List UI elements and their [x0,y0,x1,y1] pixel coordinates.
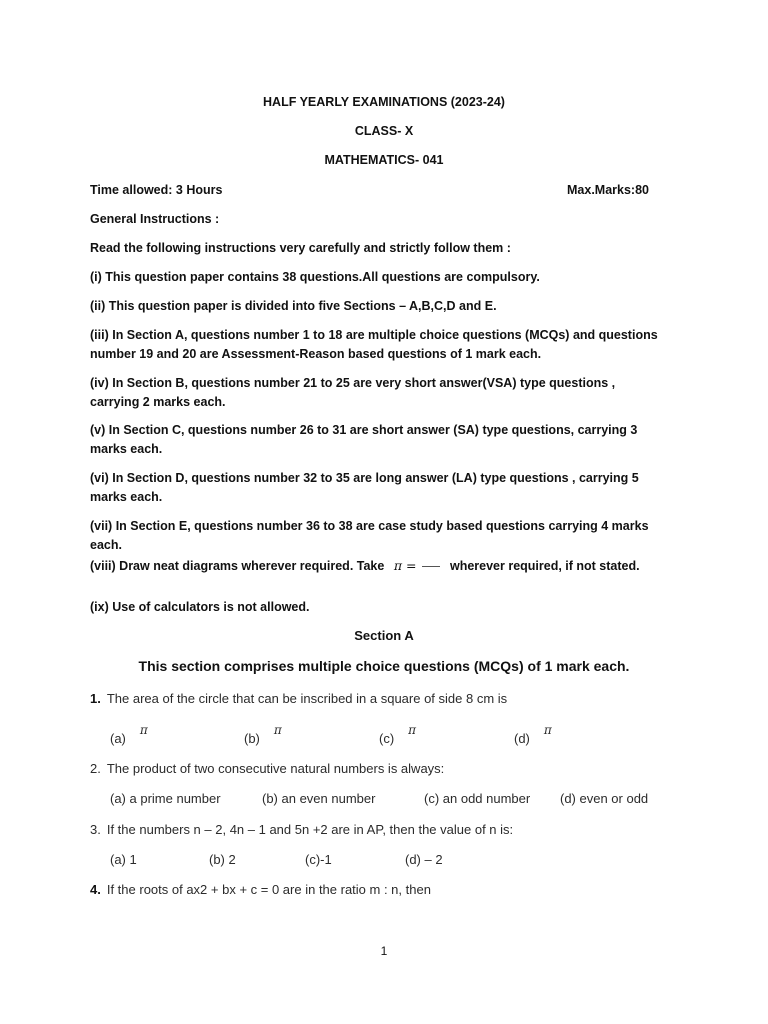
option-d: (d) even or odd [560,791,649,806]
pi-symbol: π [543,723,552,737]
option-d: (d) – 2 [405,852,443,867]
question-1 [90,691,507,706]
option-c: (c)-1 [305,852,332,867]
question-text: If the roots of ax2 + bx + c = 0 are in the ratio m : n, then [106,882,431,897]
instruction-item: (ii) This question paper is divided into five Sections – A,B,C,D and E. [90,299,497,313]
option-a: (a) a prime number [110,791,221,806]
option-a: (a)π [110,723,148,746]
section-title: Section A [354,628,414,643]
pi-symbol: π [139,723,148,737]
instruction-viii-suffix: wherever required, if not stated. [449,559,640,573]
pi-symbol: π [408,723,417,737]
question-text: The product of two consecutive natural numbers is always: [106,761,445,776]
question-4 [90,882,431,897]
question-3 [90,822,513,837]
instruction-item: (v) In Section C, questions number 26 to 31 are short answer (SA) type questions, carrying 3 marks each. [90,423,638,456]
instructions-heading: General Instructions : [90,212,220,226]
option-d: (d)π [514,723,552,746]
option-a: (a) 1 [110,852,137,867]
question-number: 4. [90,882,101,897]
option-b: (b)π [244,723,282,746]
section-subtitle: This section comprises multiple choice questions (MCQs) of 1 mark each. [138,658,630,674]
instruction-viii-text: (viii) Draw neat diagrams wherever required. Take [90,559,385,573]
question-text: If the numbers n – 2, 4n – 1 and 5n +2 are in AP, then the value of n is: [106,822,514,837]
question-2 [90,761,444,776]
instruction-item: (i) This question paper contains 38 questions.All questions are compulsory. [90,270,540,284]
instruction-item-ix: (ix) Use of calculators is not allowed. [90,600,310,614]
subject-label: MATHEMATICS- 041 [324,153,444,167]
question-number: 1. [90,691,101,706]
fraction-bar [422,566,440,567]
page-number: 1 [380,944,388,958]
instruction-item: (iii) In Section A, questions number 1 to 18 are multiple choice questions (MCQs) and questions number 19 and 20 are Assessment-Reason based questions of 1 mark each. [90,328,658,361]
max-marks: Max.Marks:80 [567,183,649,197]
question-number: 2. [90,761,101,776]
option-c: (c) an odd number [424,791,531,806]
pi-symbol: π [273,723,282,737]
instruction-item: (vi) In Section D, questions number 32 to 35 are long answer (LA) type questions , carrying 5 marks each. [90,471,639,504]
question-text: The area of the circle that can be inscribed in a square of side 8 cm is [106,691,508,706]
exam-title: HALF YEARLY EXAMINATIONS (2023-24) [263,95,505,109]
instructions-intro: Read the following instructions very carefully and strictly follow them : [90,241,511,255]
class-label: CLASS- X [354,124,414,138]
time-allowed: Time allowed: 3 Hours [90,183,223,197]
pi-equals-symbol: π = [393,558,417,573]
option-b: (b) 2 [209,852,236,867]
instruction-item: (iv) In Section B, questions number 21 to 25 are very short answer(VSA) type questions , carrying 2 marks each. [90,376,616,409]
instruction-item: (vii) In Section E, questions number 36 to 38 are case study based questions carrying 4 marks each. [90,519,649,552]
option-b: (b) an even number [262,791,376,806]
option-c: (c)π [379,723,417,746]
instruction-item-viii [90,556,660,576]
question-number: 3. [90,822,101,837]
